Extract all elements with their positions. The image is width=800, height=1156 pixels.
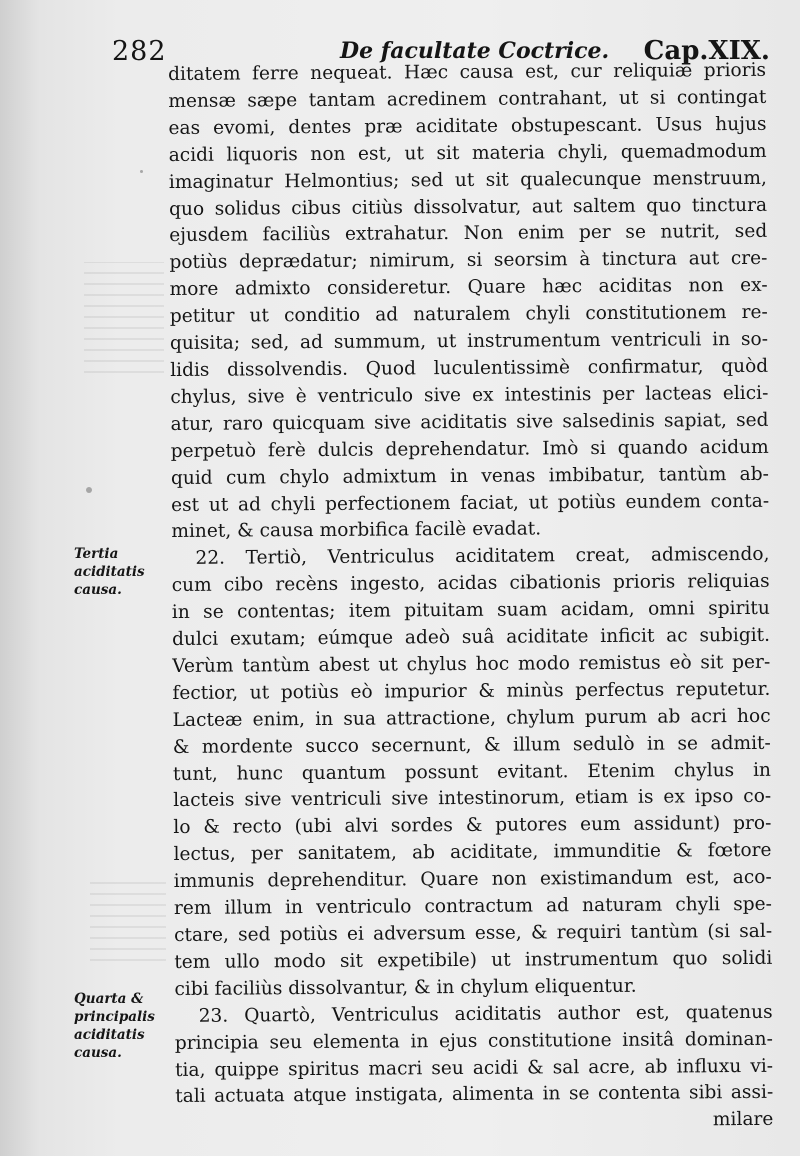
text-line: minet, & causa morbifica facilè evadat. — [171, 518, 542, 543]
text-line: in se contentas; item pituitam suam acidam, omni spiritu — [171, 597, 770, 624]
text-line: tali actuata atque instigata, alimenta in se contenta sibi assi- — [175, 1082, 774, 1108]
text-line: lacteis sive ventriculi sive intestinorum, etiam is ex ipso co- — [173, 786, 772, 812]
page-number: 282 — [112, 36, 167, 67]
text-line: mensæ sæpe tantam acredinem contrahant, ut si contingat — [168, 86, 767, 112]
running-head: De facultate Coctrice. — [340, 38, 610, 64]
text-line: atur, raro quicquam sive aciditatis sive salsedinis sapiat, sed — [170, 409, 769, 435]
chapter-label: Cap.XIX. — [643, 36, 770, 66]
text-line: acidi liquoris non est, ut sit materia chyli, quemadmodum — [168, 140, 767, 166]
text-line: tia, quippe spiritus macri seu acidi & sal acre, ab influxu vi- — [174, 1055, 774, 1081]
text-line: immunis deprehenditur. Quare non existimandum est, aco- — [173, 866, 772, 893]
text-line: lectus, per sanitatem, ab aciditate, immunditie & fœtore — [173, 840, 772, 866]
text-line: lidis dissolvendis. Quod luculentissimè confirmatur, quòd — [170, 355, 769, 381]
text-line: ctare, sed potiùs ei adversum esse, & requiri tantùm (si sal- — [174, 920, 773, 946]
bleed-through-mark — [90, 880, 166, 970]
margin-note-quarta: Quarta & principalis aciditatis causa. — [74, 991, 155, 1061]
margin-note-tertia: Tertia aciditatis causa. — [74, 546, 145, 598]
text-line: principia seu elementa in ejus constitutione insitâ dominan- — [174, 1028, 773, 1054]
catchword: milare — [712, 1109, 774, 1131]
text-line: cum cibo recèns ingesto, acidas cibationis prioris reliquias — [171, 571, 770, 597]
text-line: lo & recto (ubi alvi sordes & putores eum assidunt) pro- — [173, 813, 772, 839]
text-line: eas evomi, dentes præ aciditate obstupescant. Usus hujus — [168, 113, 767, 139]
text-line: ejusdem faciliùs extrahatur. Non enim per se nutrit, sed — [169, 221, 768, 247]
text-line: cibi faciliùs dissolvantur, & in chylum eliquentur. — [174, 975, 637, 1000]
text-line: fectior, ut potiùs eò impurior & minùs perfectus reputetur. — [172, 678, 771, 704]
text-line: dulci exutam; eúmque adeò suâ aciditate inficit ac subigit. — [171, 624, 771, 651]
text-line: tunt, hunc quantum possunt evitant. Etenim chylus in — [172, 759, 772, 785]
text-line: chylus, sive è ventriculo sive ex intestinis per lacteas elici- — [170, 382, 769, 408]
bleed-through-mark — [84, 262, 164, 382]
print-speck — [140, 170, 143, 173]
text-line: tem ullo modo sit expetibile) ut instrumentum quo solidi — [174, 947, 773, 973]
paragraph-start-22: 22. Tertiò, Ventriculus aciditatem creat, admiscendo, — [195, 544, 770, 570]
paragraph-start-23: 23. Quartò, Ventriculus aciditatis author est, quatenus — [198, 1001, 773, 1027]
body-text — [168, 58, 773, 1138]
text-line: quid cum chylo admixtum in venas imbibatur, tantùm ab- — [170, 463, 769, 489]
text-line: est ut ad chyli perfectionem faciat, ut potiùs eundem conta- — [171, 490, 770, 516]
text-line: more admixto consideretur. Quare hæc aciditas non ex- — [169, 275, 768, 301]
print-speck — [86, 487, 92, 493]
text-line: & mordente succo secernunt, & illum sedulò in se admit- — [172, 732, 771, 758]
text-line: ditatem ferre nequeat. Hæc causa est, cur reliquiæ prioris — [168, 59, 767, 85]
text-line: perpetuò ferè dulcis deprehendatur. Imò si quando acidum — [170, 436, 769, 462]
text-line: potiùs deprædatur; nimirum, si seorsim à tinctura aut cre- — [169, 248, 768, 274]
text-line: rem illum in ventriculo contractum ad naturam chyli spe- — [173, 893, 772, 920]
text-line: Verùm tantùm abest ut chylus hoc modo remistus eò sit per- — [172, 651, 771, 677]
text-line: imaginatur Helmontius; sed ut sit qualecunque menstruum, — [168, 167, 767, 193]
text-line: petitur ut conditio ad naturalem chyli constitutionem re- — [169, 301, 768, 328]
text-line: Lacteæ enim, in sua attractione, chylum purum ab acri hoc — [172, 705, 771, 731]
text-line: quisita; sed, ad summum, ut instrumentum ventriculi in so- — [169, 328, 769, 355]
text-line: quo solidus cibus citiùs dissolvatur, aut saltem quo tinctura — [168, 194, 768, 220]
